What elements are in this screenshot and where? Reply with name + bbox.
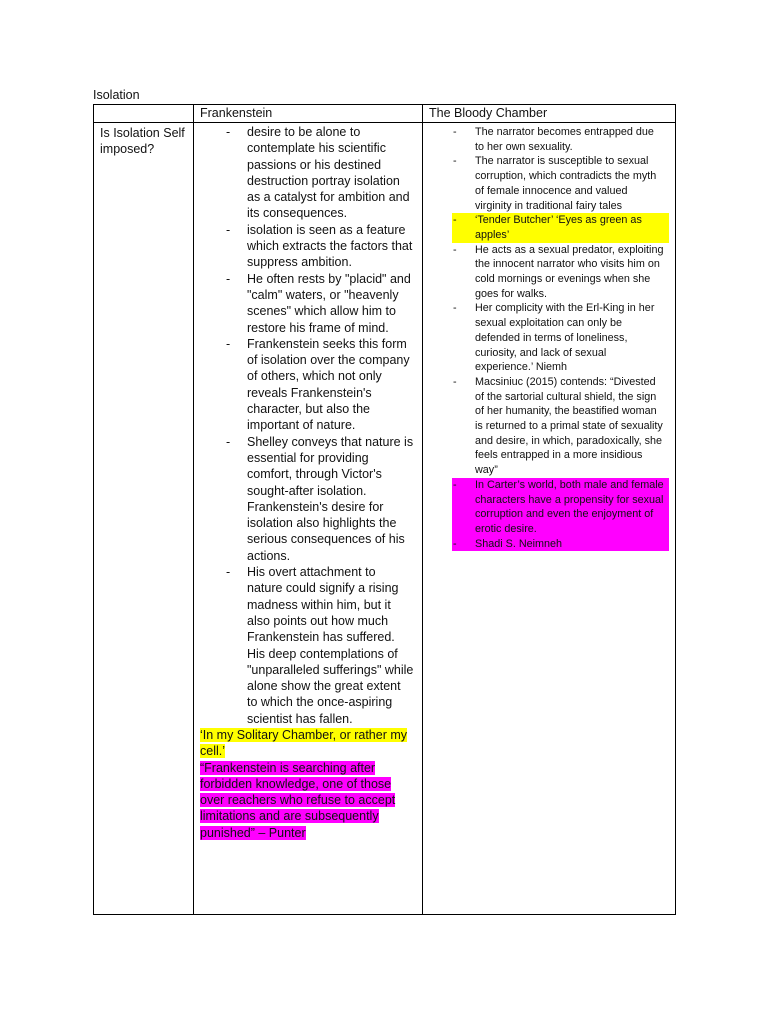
list-item-highlighted: - ‘Tender Butcher’ ‘Eyes as green as apples’ [452, 213, 669, 242]
list-item: - Frankenstein seeks this form of isolation over the company of others, which not only reveals Frankenstein's character, but also the important of nature. [226, 336, 410, 433]
bloody-chamber-cell [423, 123, 676, 915]
frankenstein-cell [194, 123, 423, 915]
list-item: - Shelley conveys that nature is essential for providing comfort, through Victor's sought-after isolation. Frankenstein's desire for isolation also highlights the serious consequences of his actions. [226, 434, 414, 563]
bullet-dash: - [226, 271, 231, 286]
list-item-highlighted: - In Carter’s world, both male and female characters have a propensity for sexual corruption and even the enjoyment of erotic desire. [452, 478, 669, 537]
frankenstein-points [200, 124, 416, 727]
bullet-dash: - [226, 222, 231, 237]
header-row [94, 105, 676, 123]
body-row [94, 123, 676, 915]
list-item: - desire to be alone to contemplate his scientific passions or his destined destruction portray isolation as a catalyst for ambition and its consequences. [226, 125, 410, 221]
list-item: - Macsiniuc (2015) contends: “Divested of the sartorial cultural shield, the sign of her humanity, the beastified woman is returned to a primal state of sexuality and desire, in which, paradoxically, she feels entrapped in a more insidious way” [453, 375, 663, 477]
header-frankenstein-label: Frankenstein [200, 106, 273, 120]
document-title: Isolation [93, 88, 140, 102]
bullet-dash: - [453, 243, 457, 256]
header-cell-frankenstein [194, 105, 423, 123]
list-item: - He often rests by "placid" and "calm" waters, or "heavenly scenes" which allow him to restore his frame of mind. [226, 271, 411, 335]
header-bloody-chamber-label: The Bloody Chamber [429, 106, 548, 120]
list-item: - He acts as a sexual predator, exploiting the innocent narrator who visits him on cold mornings or evenings when she goes for walks. [453, 243, 664, 300]
list-item-highlighted: - Shadi S. Neimneh [452, 537, 669, 552]
bullet-dash: - [453, 537, 457, 550]
bullet-dash: - [226, 434, 231, 449]
bullet-dash: - [226, 336, 231, 351]
question-text: Is Isolation Self imposed? [100, 126, 185, 157]
header-cell-empty [94, 105, 194, 123]
bullet-dash: - [453, 155, 457, 168]
question-cell [94, 123, 194, 915]
bullet-dash: - [226, 125, 231, 139]
bullet-dash: - [453, 126, 457, 138]
header-cell-bloody-chamber [423, 105, 676, 123]
bloody-chamber-points [429, 125, 669, 551]
bullet-dash: - [453, 302, 457, 315]
list-item: - The narrator is susceptible to sexual corruption, which contradicts the myth of female innocence and valued virginity in traditional fairy tales [453, 155, 657, 212]
comparison-table [93, 104, 676, 915]
punter-quote: “Frankenstein is searching after forbidden knowledge, one of those over reachers who refuse to accept limitations and are subsequently punished” – Punter [200, 760, 396, 840]
list-item: - The narrator becomes entrapped due to her own sexuality. [453, 126, 654, 153]
list-item: - Her complicity with the Erl-King in her sexual exploitation can only be defended in terms of loneliness, curiosity, and lack of sexual experience.’ Niemh [453, 302, 655, 374]
list-item: - isolation is seen as a feature which extracts the factors that suppress ambition. [226, 222, 413, 270]
list-item: - His overt attachment to nature could signify a rising madness within him, but it also points out how much Frankenstein has suffered. His deep contemplations of "unparalleled sufferings" while alone show the great extent to which the once-aspiring scientist has fallen. [226, 565, 414, 726]
bullet-dash: - [226, 565, 231, 580]
bullet-dash: - [453, 375, 457, 388]
solitary-chamber-quote: ‘In my Solitary Chamber, or rather my cell.’ [200, 727, 408, 759]
bullet-dash: - [453, 478, 457, 491]
bullet-dash: - [453, 214, 457, 227]
